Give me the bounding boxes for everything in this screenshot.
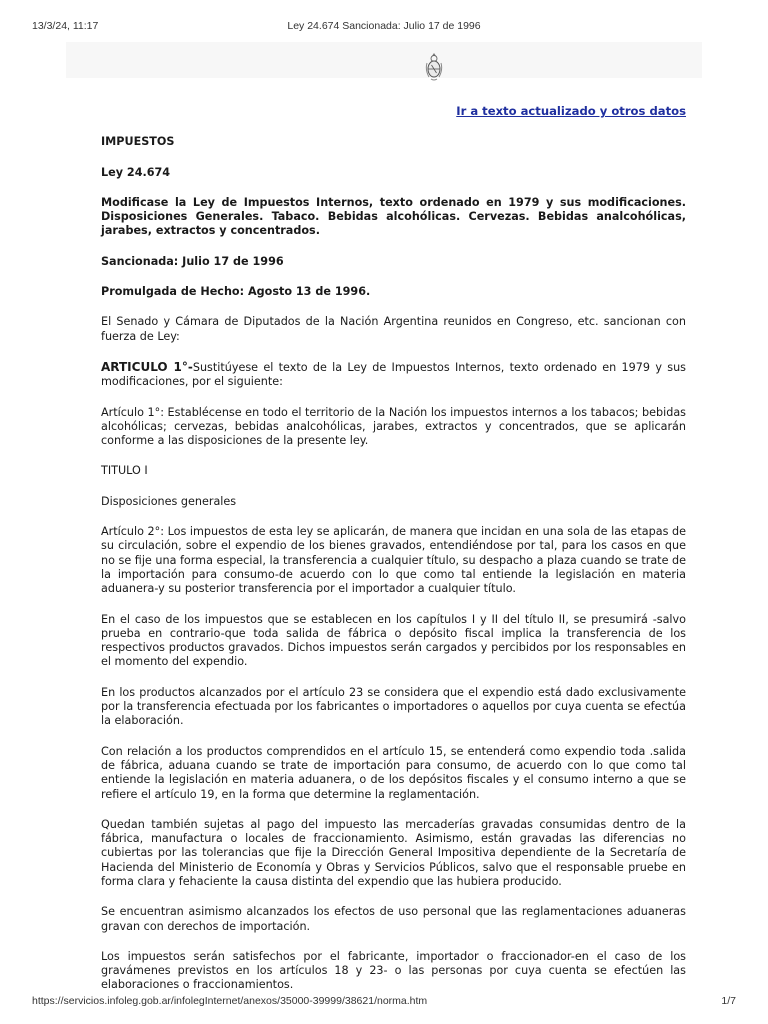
article-2-paragraph: En el caso de los impuestos que se establecen en los capítulos I y II del título II, se presumirá -salvo prueba en contrario-que toda salida de fábrica o depósito fiscal implica la transferencia de los respectivos productos gravados. Dichos impuestos serán cargados y percibidos por los responsables en el momento del expendio.: [101, 612, 686, 669]
print-footer: [32, 995, 736, 1009]
article-2-paragraph: Con relación a los productos comprendidos en el artículo 15, se entenderá como expendio toda .salida de fábrica, aduana cuando se trate de importación para consumo, de acuerdo con lo que como tal entiende la legislación en materia aduanera, o de los depósitos fiscales y el consumo interno a que se refiere el artículo 19, en la forma que determine la reglamentación.: [101, 744, 686, 801]
print-header: [32, 20, 736, 34]
titulo-heading: TITULO I: [101, 464, 148, 478]
page-counter: 1/7: [721, 995, 736, 1007]
section-heading: Disposiciones generales: [101, 494, 237, 508]
category-heading: IMPUESTOS: [101, 135, 175, 149]
preamble: El Senado y Cámara de Diputados de la Nación Argentina reunidos en Congreso, etc. sancionan con fuerza de Ley:: [101, 315, 686, 343]
promulgated-date: Promulgada de Hecho: Agosto 13 de 1996.: [101, 285, 371, 299]
print-url: https://servicios.infoleg.gob.ar/infolegInternet/anexos/35000-39999/38621/norma.htm: [32, 995, 428, 1007]
article-2-paragraph: Quedan también sujetas al pago del impuesto las mercaderías gravadas consumidas dentro de la fábrica, manufactura o locales de fraccionamiento. Asimismo, están gravadas las diferencias no cubiertas por las tolerancias que fije la Dirección General Impositiva dependiente de la Secretaría de Hacienda del Ministerio de Economía y Obras y Servicios Públicos, salvo que el responsable pruebe en forma clara y fehaciente la causa distinta del expendio que las hubiera producido.: [101, 817, 686, 888]
law-number: Ley 24.674: [101, 165, 171, 179]
link-row: [101, 104, 686, 119]
article-2-paragraph: En los productos alcanzados por el artículo 23 se considera que el expendio está dado exclusivamente por la transferencia efectuada por los fabricantes o importadores o aquellos por cuya cuenta se efectúa la elaboración.: [101, 685, 686, 728]
print-page-title: Ley 24.674 Sancionada: Julio 17 de 1996: [287, 20, 481, 32]
law-document: [101, 104, 686, 1009]
print-datetime: 13/3/24, 11:17: [32, 20, 99, 32]
article-2-paragraph: Los impuestos serán satisfechos por el fabricante, importador o fraccionador-en el caso de los gravámenes previstos en los artículos 18 y 23- o las personas por cuya cuenta se efectúen las elaboraciones o fraccionamientos.: [101, 949, 686, 992]
header-band: [66, 42, 702, 78]
article-1-label: ARTICULO 1°-: [101, 359, 193, 374]
article-2-paragraph: Se encuentran asimismo alcanzados los efectos de uso personal que las reglamentaciones aduaneras gravan con derechos de importación.: [101, 905, 686, 933]
argentina-coat-of-arms-icon: [425, 52, 443, 82]
updated-text-link[interactable]: Ir a texto actualizado y otros datos: [456, 104, 686, 118]
article-2-paragraph: Artículo 2°: Los impuestos de esta ley se aplicarán, de manera que incidan en una sola de las etapas de su circulación, sobre el expendio de los bienes gravados, entendiéndose por tal, para los casos en que no se fije una forma especial, la transferencia a cualquier título, su despacho a plaza cuando se trate de la importación para consumo-de acuerdo con lo que como tal entiende la legislación en materia aduanera-y su posterior transferencia por el importador a cualquier título.: [101, 525, 686, 596]
law-summary: Modificase la Ley de Impuestos Internos, texto ordenado en 1979 y sus modificaciones. Disposiciones Generales. Tabaco. Bebidas alcohólicas. Cervezas. Bebidas analcohólicas, jarabes, extractos y concentrados.: [101, 195, 686, 238]
article-1: [101, 360, 686, 390]
inner-article-1: Artículo 1°: Establécense en todo el territorio de la Nación los impuestos internos a los tabacos; bebidas alcohólicas; cervezas, bebidas analcohólicas, jarabes, extractos y concentrados, que se aplicarán conforme a las disposiciones de la presente ley.: [101, 405, 686, 448]
article-1-text: Sustitúyese el texto de la Ley de Impuestos Internos, texto ordenado en 1979 y sus modificaciones, por el siguiente:: [101, 360, 686, 389]
sanctioned-date: Sancionada: Julio 17 de 1996: [101, 254, 284, 268]
